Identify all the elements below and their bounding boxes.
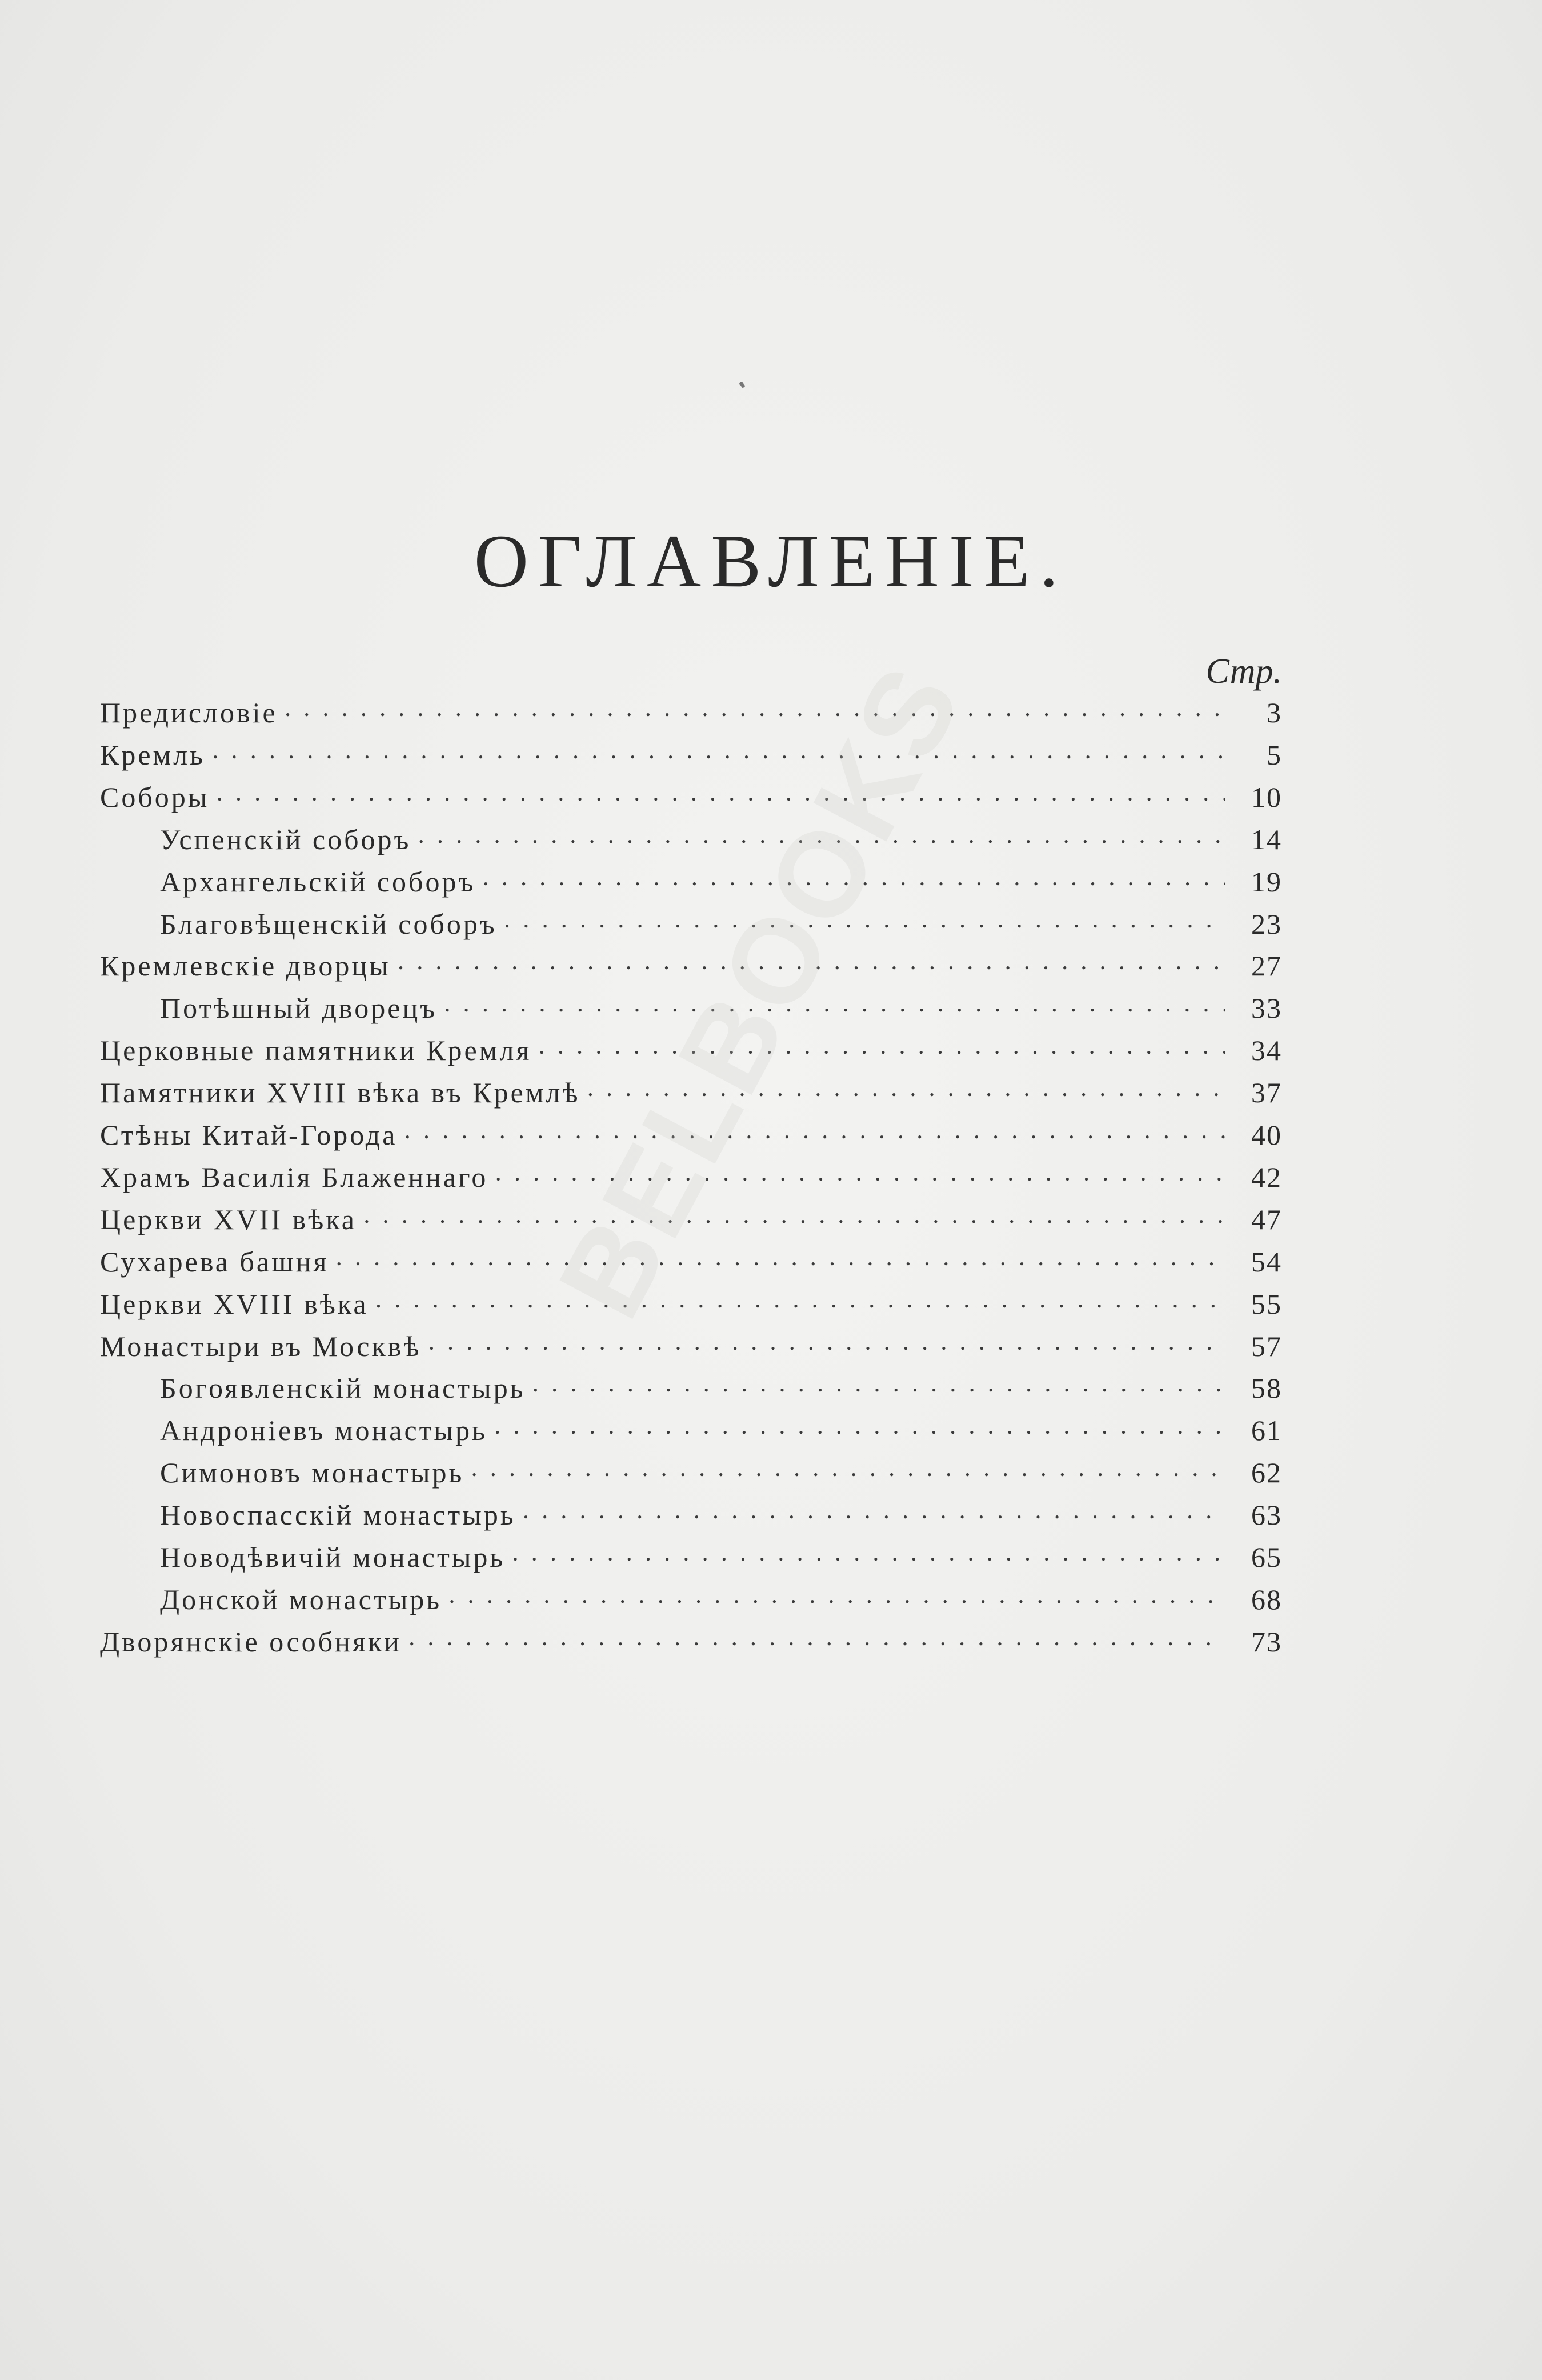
toc-entry-title: Памятники XVIII вѣка въ Кремлѣ <box>100 1077 580 1109</box>
page-column-header: Стр. <box>1205 652 1282 691</box>
toc-entry <box>160 1371 1282 1414</box>
toc-entry <box>100 1330 1282 1372</box>
toc-entry-page-number: 40 <box>1251 1119 1282 1151</box>
toc-entry-title: Симоновъ монастырь <box>160 1457 464 1489</box>
toc-entry-page-number: 54 <box>1251 1245 1282 1278</box>
toc-entry <box>160 823 1282 865</box>
dot-leader <box>495 1414 1225 1443</box>
dot-leader <box>429 1330 1225 1359</box>
toc-entry-page-number: 10 <box>1251 781 1282 813</box>
toc-entry-page-number: 19 <box>1251 865 1282 898</box>
toc-entry-title: Монастыри въ Москвѣ <box>100 1330 422 1362</box>
toc-entry <box>100 1625 1282 1667</box>
dot-leader <box>377 1287 1225 1317</box>
toc-entry-title: Донской монастырь <box>160 1583 442 1615</box>
toc-entry-page-number: 57 <box>1251 1330 1282 1362</box>
dot-leader <box>286 696 1225 725</box>
toc-entry-title: Церкви XVII вѣка <box>100 1203 357 1235</box>
toc-entry-page-number: 55 <box>1251 1287 1282 1320</box>
toc-entry-title: Кремль <box>100 738 205 771</box>
toc-entry-page-number: 33 <box>1251 992 1282 1025</box>
toc-entry-page-number: 61 <box>1251 1414 1282 1447</box>
toc-entry-title: Сухарева башня <box>100 1245 329 1278</box>
toc-entry <box>160 1498 1282 1541</box>
toc-entry-title: Андроніевъ монастырь <box>160 1414 487 1447</box>
toc-entry <box>100 738 1282 781</box>
toc-entry-title: Архангельскій соборъ <box>160 865 476 898</box>
toc-entry-title: Богоявленскій монастырь <box>160 1372 526 1405</box>
toc-entry <box>100 696 1282 738</box>
dot-leader <box>539 1034 1225 1063</box>
toc-entry-title: Соборы <box>100 781 210 813</box>
toc-entry-title: Успенскій соборъ <box>160 823 411 855</box>
toc-entry-title: Потѣшный дворецъ <box>160 992 438 1025</box>
toc-entry-title: Стѣны Китай-Города <box>100 1119 398 1151</box>
toc-entry-page-number: 14 <box>1251 823 1282 855</box>
toc-entry-page-number: 65 <box>1251 1541 1282 1573</box>
toc-entry-page-number: 5 <box>1267 738 1282 771</box>
toc-entry <box>160 1541 1282 1583</box>
toc-entry-page-number: 34 <box>1251 1034 1282 1067</box>
toc-entry-page-number: 68 <box>1251 1583 1282 1615</box>
toc-entry <box>160 1456 1282 1498</box>
dot-leader <box>337 1245 1225 1274</box>
toc-entry-page-number: 23 <box>1251 907 1282 940</box>
dot-leader <box>524 1498 1225 1527</box>
toc-entry-title: Храмъ Василія Блаженнаго <box>100 1161 488 1193</box>
dot-leader <box>410 1625 1225 1654</box>
toc-entry-title: Церкви XVIII вѣка <box>100 1287 369 1320</box>
watermark: BELBOOKS <box>532 642 988 1338</box>
dot-leader <box>513 1541 1225 1570</box>
toc-entry <box>100 1287 1282 1330</box>
toc-entry-page-number: 73 <box>1251 1625 1282 1658</box>
page-title: ОГЛАВЛЕНІЕ. <box>474 519 1068 603</box>
dot-leader <box>450 1583 1225 1612</box>
toc-entry-page-number: 62 <box>1251 1457 1282 1489</box>
dot-leader <box>365 1203 1225 1232</box>
toc-entry-title: Церковные памятники Кремля <box>100 1034 532 1067</box>
toc-entry <box>100 781 1282 823</box>
dot-leader <box>534 1371 1225 1401</box>
toc-entry-page-number: 27 <box>1251 950 1282 982</box>
toc-entry-title: Дворянскіе особняки <box>100 1625 402 1658</box>
toc-entry-page-number: 63 <box>1251 1499 1282 1531</box>
toc-entry-page-number: 47 <box>1251 1203 1282 1235</box>
toc-entry-title: Новоспасскій монастырь <box>160 1499 516 1531</box>
toc-entry <box>160 1583 1282 1625</box>
toc-entry-title: Кремлевскіе дворцы <box>100 950 391 982</box>
toc-entry-page-number: 58 <box>1251 1372 1282 1405</box>
toc-entry-title: Новодѣвичій монастырь <box>160 1541 506 1573</box>
toc-entry <box>160 865 1282 907</box>
toc-entry-title: Благовѣщенскій соборъ <box>160 907 497 940</box>
dot-leader <box>472 1456 1225 1485</box>
toc-entry-page-number: 42 <box>1251 1161 1282 1193</box>
dot-leader <box>405 1118 1225 1147</box>
toc-entry <box>160 1414 1282 1456</box>
toc-entry-page-number: 37 <box>1251 1077 1282 1109</box>
toc-entry-title: Предисловіе <box>100 697 278 729</box>
dot-leader <box>213 738 1225 767</box>
dot-leader <box>217 781 1225 810</box>
toc-entry-page-number: 3 <box>1267 697 1282 729</box>
